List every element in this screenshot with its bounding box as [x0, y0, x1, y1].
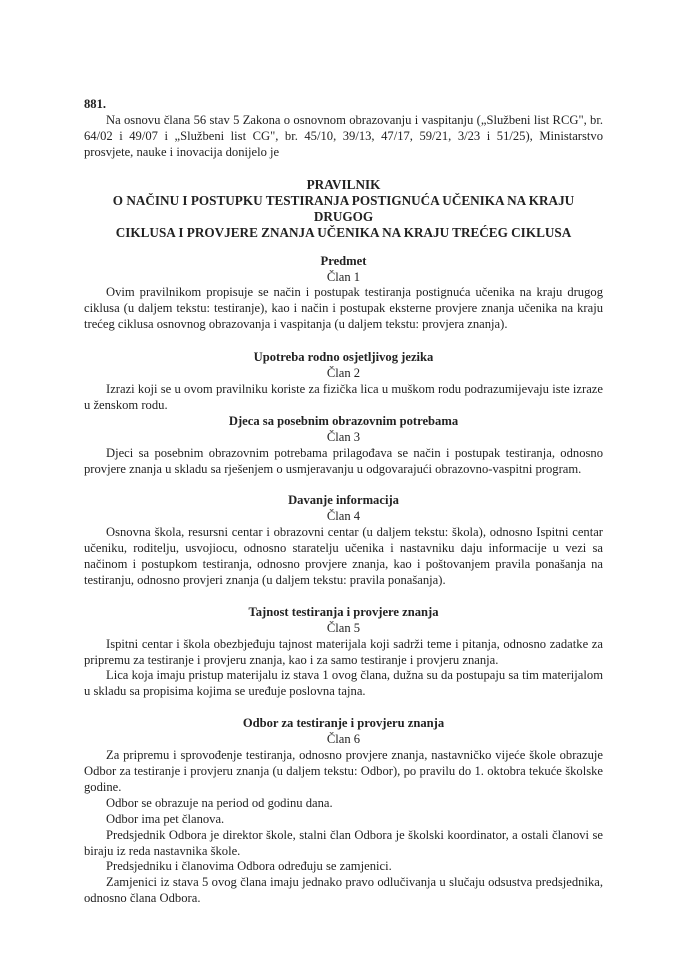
paragraph: Odbor se obrazuje na period od godinu dana.	[106, 795, 333, 810]
article-heading: Tajnost testiranja i provjere znanja	[248, 604, 439, 619]
article-1	[84, 254, 603, 334]
paragraph: Osnovna škola, resursni centar i obrazovni centar (u daljem tekstu: škola), odnosno Ispitni centar učeniku, roditelju, usvojiocu, odnosno staratelju učenika i nastavniku daju informacije u vezi sa načinom i postupkom testiranja, odnosno provjere znanja, kao i poštovanjem pravila ponašanja na testiranju, odnosno provjeri znanja (u daljem tekstu: pravila ponašanja).	[84, 525, 603, 587]
paragraph: Ispitni centar i škola obezbjeđuju tajnost materijala koji sadrži teme i pitanja, odnosno zadatke za pripremu za testiranje i provjeru znanja, kao i za samo testiranje i provjeru znanja.	[84, 636, 603, 667]
article-number: Član 2	[326, 366, 361, 381]
article-number: Član 3	[326, 429, 361, 444]
title-line-2: O NAČINU I POSTUPKU TESTIRANJA POSTIGNUĆA UČENIKA NA KRAJU DRUGOG	[112, 192, 575, 224]
paragraph: Predsjednik Odbora je direktor škole, stalni član Odbora je školski koordinator, a ostali članovi se biraju iz reda nastavnika škole.	[84, 827, 603, 858]
paragraph: Predsjedniku i članovima Odbora određuju se zamjenici.	[106, 859, 392, 874]
article-heading: Djeca sa posebnim obrazovnim potrebama	[228, 413, 459, 428]
article-heading: Predmet	[320, 253, 367, 268]
paragraph: Izrazi koji se u ovom pravilniku koriste za fizička lica u muškom rodu podrazumijevaju iste izraze u ženskom rodu.	[84, 381, 603, 412]
article-3	[84, 414, 603, 478]
article-number: Član 6	[326, 732, 361, 747]
paragraph: Ovim pravilnikom propisuje se način i postupak testiranja postignuća učenika na kraju drugog ciklusa (u daljem tekstu: testiranje), kao i način i postupak eksterne provjere znanja učenika na kraju trećeg ciklusa osnovnog obrazovanja i vaspitanja (u daljem tekstu: provjera znanja).	[84, 285, 603, 332]
article-4	[84, 493, 603, 588]
article-6	[84, 716, 603, 907]
title-line-3: CIKLUSA I PROVJERE ZNANJA UČENIKA NA KRAJU TREĆEG CIKLUSA	[115, 224, 572, 240]
document-title	[84, 177, 603, 241]
paragraph: Odbor ima pet članova.	[106, 811, 225, 826]
paragraph: Djeci sa posebnim obrazovnim potrebama prilagođava se način i postupak testiranja, odnosno provjere znanja u skladu sa rješenjem o usmjeravanju u odgovarajući obrazovno-vaspitni program.	[84, 445, 603, 476]
article-number: Član 1	[326, 269, 361, 284]
paragraph: Lica koja imaju pristup materijalu iz stava 1 ovog člana, dužna su da postupaju sa tim materijalom u skladu sa propisima kojima se uređuje poslovna tajna.	[84, 668, 603, 699]
article-heading: Upotreba rodno osjetljivog jezika	[253, 350, 434, 365]
article-2	[84, 350, 603, 414]
paragraph: Za pripremu i sprovođenje testiranja, odnosno provjere znanja, nastavničko vijeće škole obrazuje Odbor za testiranje i provjeru znanja (u daljem tekstu: Odbor), po pravilu do 1. oktobra tekuće školske godine.	[84, 748, 603, 794]
article-5	[84, 605, 603, 700]
document-number: 881.	[84, 97, 107, 111]
document-page	[84, 97, 603, 907]
article-heading: Davanje informacija	[288, 493, 399, 508]
paragraph: Zamjenici iz stava 5 ovog člana imaju jednako pravo odlučivanja u slučaju odsustva predsjednika, odnosno člana Odbora.	[84, 875, 603, 906]
title-line-1: PRAVILNIK	[306, 176, 381, 192]
preamble: Na osnovu člana 56 stav 5 Zakona o osnovnom obrazovanju i vaspitanju („Službeni list RCG", br. 64/02 i 49/07 i „Službeni list CG", br. 45/10, 39/13, 47/17, 59/21, 3/23 i 51/25), Ministarstvo prosvjete, nauke i inovacija donijelo je	[84, 112, 603, 159]
article-number: Član 4	[326, 509, 361, 524]
article-heading: Odbor za testiranje i provjeru znanja	[242, 716, 445, 731]
article-number: Član 5	[326, 620, 361, 635]
